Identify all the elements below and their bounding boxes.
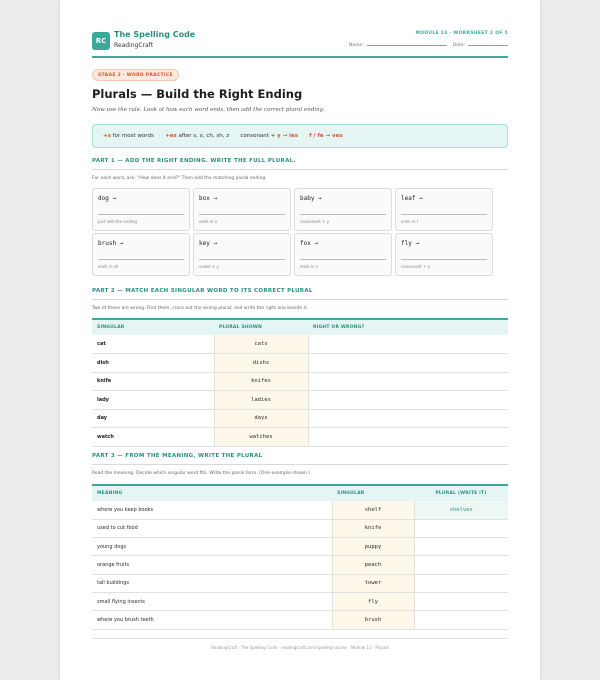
part1-divider [92,169,508,170]
meaning-cell: where you keep books [92,501,332,519]
word-card[interactable] [294,188,392,231]
singular-cell: cat [92,335,214,354]
rule-y-text: consonant + [240,133,276,139]
word-card[interactable] [395,188,493,231]
singular-cell: shelf [332,501,414,519]
brand-logo: RC [92,32,110,50]
name-label: Name: [348,43,364,48]
col-singular: SINGULAR [92,319,214,335]
answer-cell[interactable] [308,372,508,391]
word-card[interactable] [92,188,190,231]
stage-badge: STAGE 2 · WORD PRACTICE [92,69,179,81]
singular-cell: lady [92,391,214,410]
card-word: fox → [300,240,319,247]
plural-cell: dishs [214,354,308,373]
singular-cell: watch [92,428,214,447]
part1-heading: PART 1 — ADD THE RIGHT ENDING. WRITE THE FULL PLURAL. [92,158,296,164]
module-label: MODULE 13 · WORKSHEET 2 OF 5 [415,31,508,36]
card-hint: consonant + y [300,219,330,224]
part1-cards [92,188,493,277]
plural-answer-cell[interactable] [414,556,508,574]
card-word: brush → [98,240,124,247]
part3-heading: PART 3 — FROM THE MEANING, WRITE THE PLURAL [92,453,263,459]
plural-answer-cell[interactable] [414,574,508,592]
plural-cell: cats [214,335,308,354]
part2-heading: PART 2 — MATCH EACH SINGULAR WORD TO ITS CORRECT PLURAL [92,288,313,294]
table-header-row [92,485,508,501]
table-header-row [92,319,508,335]
card-hint: vowel + y [199,264,219,269]
table-row [92,611,508,629]
part1-instruction: For each word, ask: "How does it end?" Then add the matching plural ending. [92,176,267,181]
date-label: Date: [452,43,465,48]
table-row [92,538,508,556]
worksheet-page [60,0,540,680]
singular-cell: tower [332,574,414,592]
date-field[interactable] [468,45,508,46]
rule-s: +s [103,133,111,139]
table-row [92,372,508,391]
plural-cell: knifes [214,372,308,391]
card-hint: ends in x [300,264,319,269]
singular-cell: brush [332,611,414,629]
card-word: box → [199,195,218,202]
col-plural-write: PLURAL (WRITE IT) [414,485,508,501]
answer-cell[interactable] [308,354,508,373]
page-footer: ReadingCraft · The Spelling Code · readingcraft.com/spelling-course · Module 13 · Plurals [211,645,389,650]
singular-cell: knife [332,519,414,537]
card-word: fly → [401,240,420,247]
plural-answer-cell[interactable] [414,538,508,556]
table-row [92,409,508,428]
rule-es: +es [165,133,177,139]
answer-line[interactable] [300,214,386,215]
plural-example-cell: shelves [414,501,508,519]
card-hint: ends in x [199,219,218,224]
plural-cell: days [214,409,308,428]
card-hint: just add the ending [98,219,137,224]
col-right-wrong: RIGHT OR WRONG? [308,319,508,335]
col-meaning: MEANING [92,485,332,501]
answer-line[interactable] [300,259,386,260]
footer-divider [92,638,508,639]
rule-ves: f / fe → ves [309,133,343,139]
publisher-name: ReadingCraft [114,42,154,49]
table-row [92,391,508,410]
part3-instruction: Read the meaning. Decide which singular word fits. Write the plural form. (One example shown.) [92,471,310,476]
rule-ies: y → ies [277,133,298,139]
word-card[interactable] [92,233,190,276]
part3-divider [92,464,508,465]
brand-name: The Spelling Code [114,30,196,39]
rule-separator: · [302,133,305,139]
answer-line[interactable] [199,214,285,215]
plural-answer-cell[interactable] [414,611,508,629]
name-date-fields [349,43,508,48]
plural-cell: ladies [214,391,308,410]
meaning-cell: where you brush teeth [92,611,332,629]
card-word: key → [199,240,218,247]
card-word: leaf → [401,195,423,202]
answer-cell[interactable] [308,409,508,428]
rule-box [92,124,508,148]
answer-cell[interactable] [308,428,508,447]
answer-cell[interactable] [308,335,508,354]
table-row [92,428,508,447]
col-plural-shown: PLURAL SHOWN [214,319,308,335]
answer-line[interactable] [199,259,285,260]
card-word: dog → [98,195,117,202]
singular-cell: peach [332,556,414,574]
card-hint: ends in f [401,219,419,224]
plural-answer-cell[interactable] [414,519,508,537]
word-card[interactable] [193,233,291,276]
table-row [92,354,508,373]
table-row [92,501,508,519]
table-row [92,574,508,592]
card-hint: ends in sh [98,264,119,269]
rule-separator: · [233,133,236,139]
answer-line[interactable] [401,259,487,260]
plural-cell: watches [214,428,308,447]
meaning-cell: tall buildings [92,574,332,592]
singular-cell: puppy [332,538,414,556]
worksheet-header [92,30,508,58]
meaning-cell: small flying insects [92,592,332,610]
meaning-cell: orange fruits [92,556,332,574]
match-table [92,318,508,447]
plural-answer-cell[interactable] [414,592,508,610]
word-card[interactable] [395,233,493,276]
rule-separator: · [158,133,161,139]
part2-instruction: Two of these are wrong. Find them, cross out the wrong plural, and write the right one beside it. [92,306,309,311]
meaning-cell: used to cut food [92,519,332,537]
word-card[interactable] [294,233,392,276]
answer-cell[interactable] [308,391,508,410]
page-title: Plurals — Build the Right Ending [92,87,303,101]
card-hint: consonant + y [401,264,431,269]
word-card[interactable] [193,188,291,231]
singular-cell: fly [332,592,414,610]
answer-line[interactable] [98,259,184,260]
table-row [92,335,508,354]
meaning-table [92,484,508,630]
answer-line[interactable] [401,214,487,215]
table-row [92,556,508,574]
rule-es-text: after s, x, ch, sh, z [178,133,230,139]
card-word: baby → [300,195,322,202]
table-row [92,519,508,537]
meaning-cell: young dogs [92,538,332,556]
singular-cell: knife [92,372,214,391]
page-subtitle: Now use the rule. Look at how each word ends, then add the correct plural ending. [92,107,325,113]
rule-s-text: for most words [112,133,154,139]
singular-cell: day [92,409,214,428]
col-singular: SINGULAR [332,485,414,501]
table-row [92,592,508,610]
answer-line[interactable] [98,214,184,215]
part2-divider [92,299,508,300]
singular-cell: dish [92,354,214,373]
name-field[interactable] [367,45,447,46]
